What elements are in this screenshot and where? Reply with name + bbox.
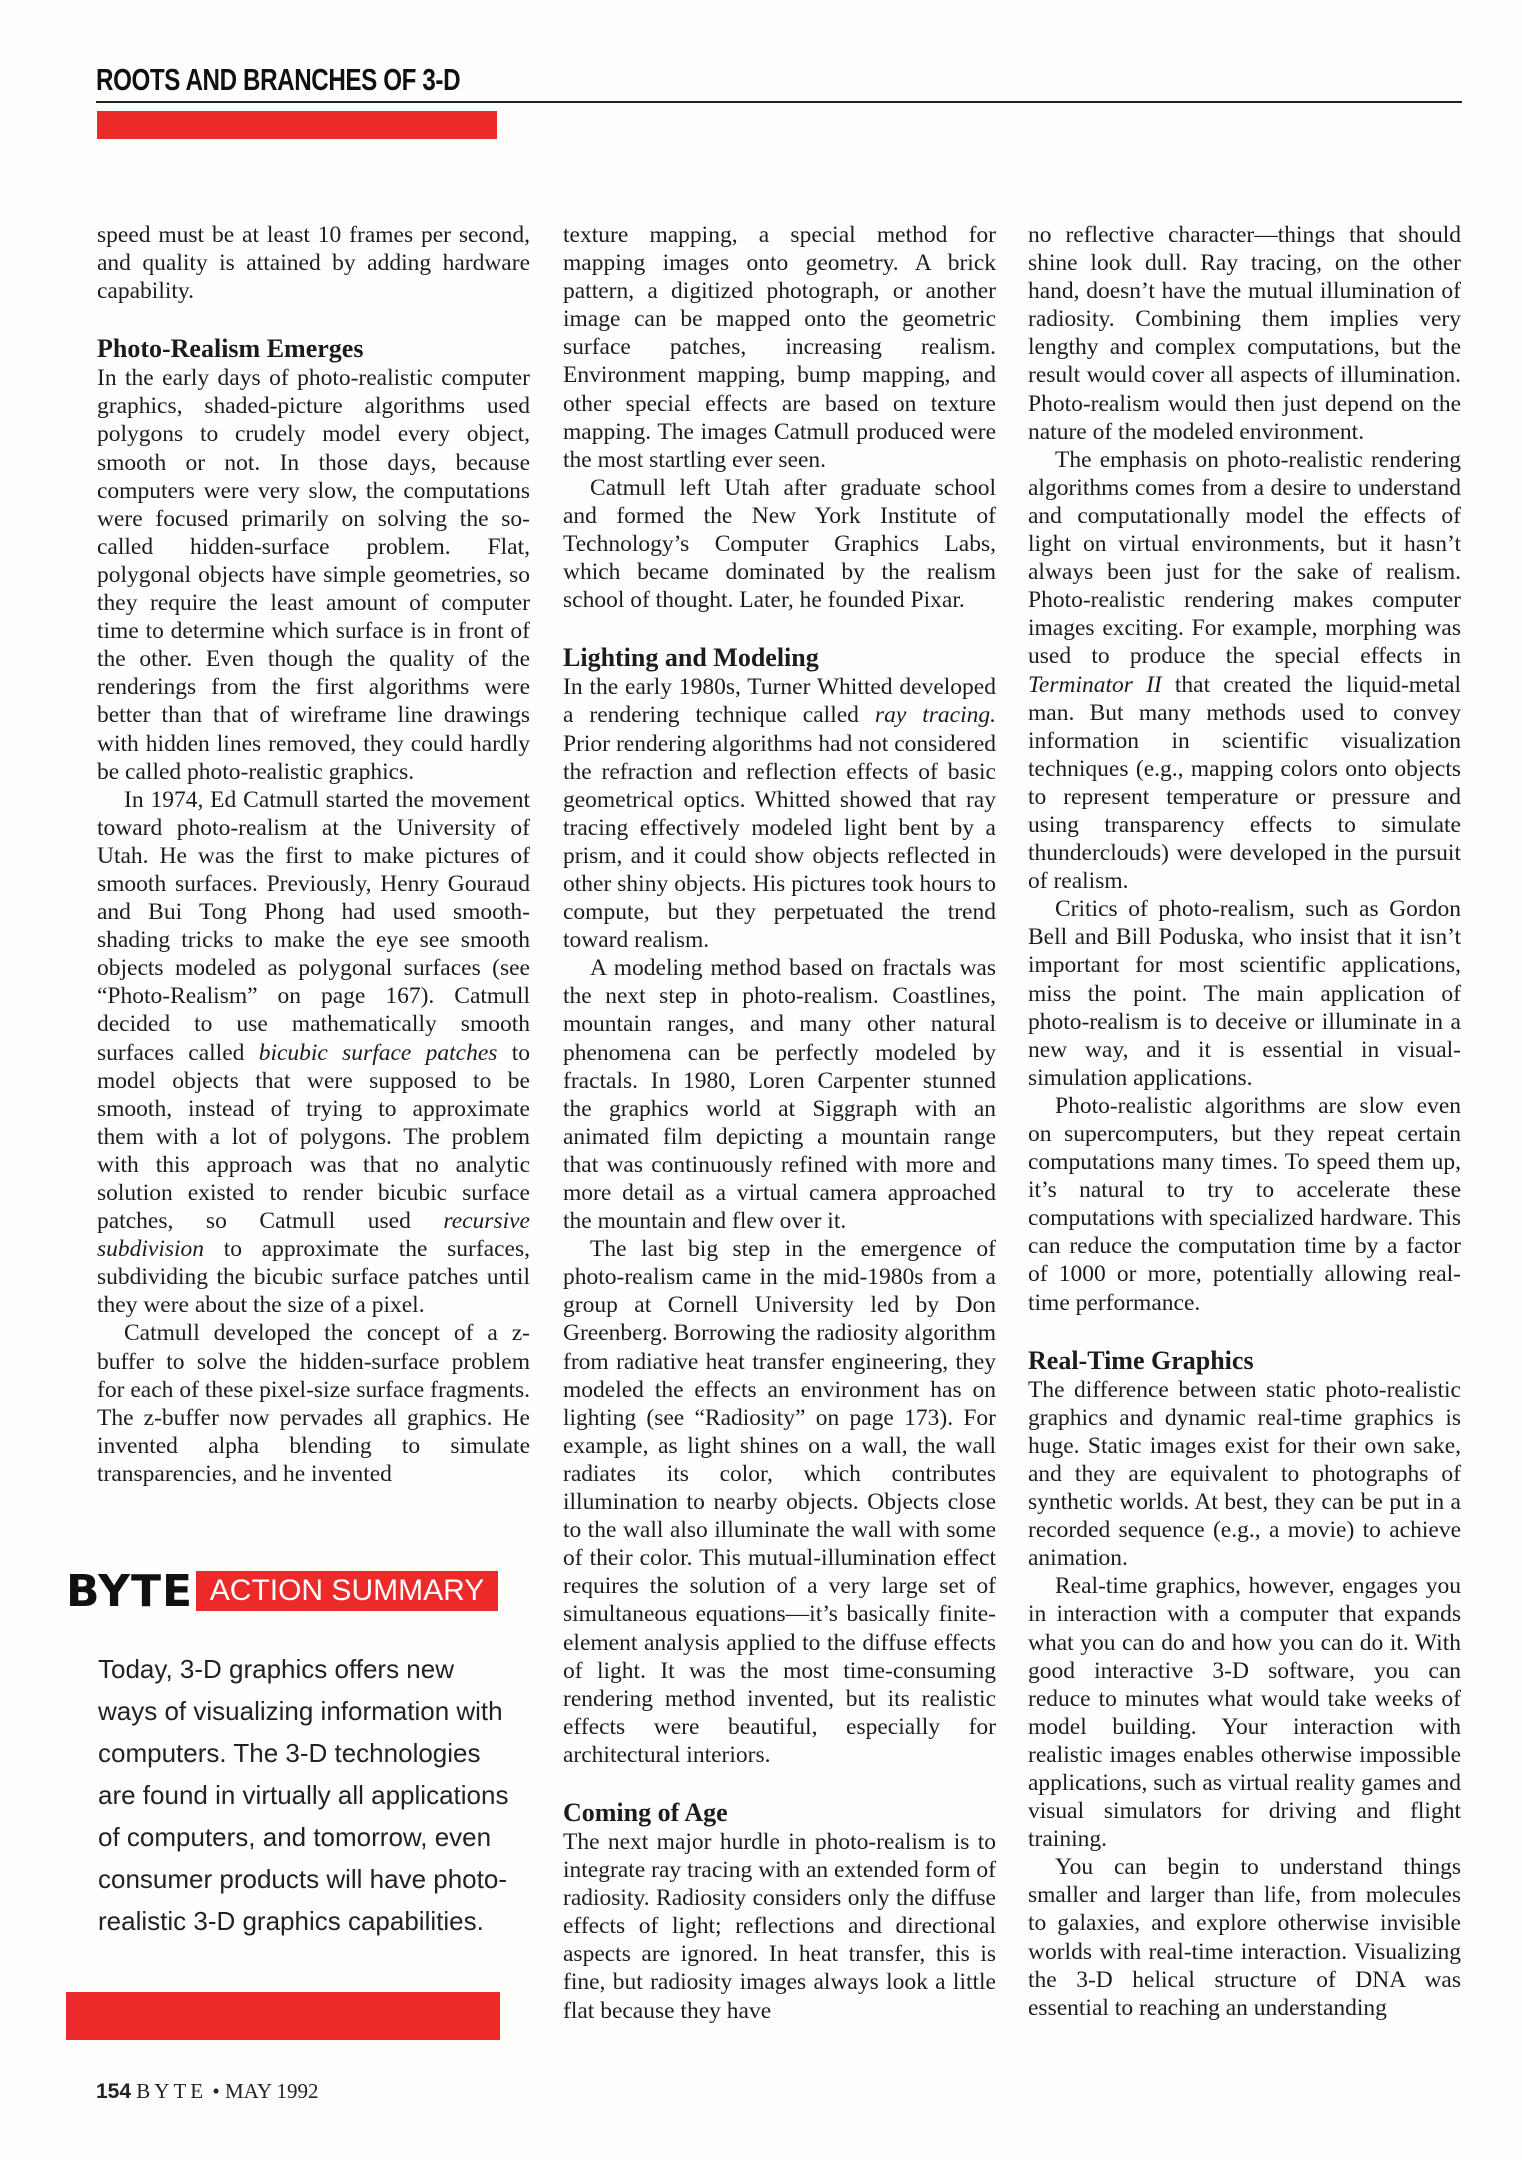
term-recursive-subdivision: recursive subdivision <box>97 1208 530 1263</box>
paragraph: In 1974, Ed Catmull started the movement toward photo-realism at the University of Utah. He was the first to make pictures of smooth surfaces. Previously, Henry Gouraud and Bui Tong Phong had used smooth-shading tricks to make the eye see smooth objects modeled as polygonal surfaces (see “Photo-Realism” on page 167). Catmull decided to use mathematically smooth surfaces called bicubic surface patches to model objects that were supposed to be smooth, instead of trying to approximate them with a lot of polygons. The problem with this approach was that no analytic solution existed to render bicubic surface patches, so Catmull used recursive subdivision to approximate the surfaces, subdividing the bicubic surface patches until they were about the size of a pixel. <box>97 786 530 1319</box>
paragraph: In the early 1980s, Turner Whitted developed a rendering technique called ray tracing. Prior rendering algorithms had not considered the refraction and reflection effects of basic geometrical optics. Whitted showed that ray tracing effectively modeled light bent by a prism, and it could show objects reflected in other shiny objects. His pictures took hours to compute, but they perpetuated the trend toward realism. <box>563 674 997 954</box>
paragraph: Real-time graphics, however, engages you in interaction with a computer that expands what you can do and how you can do it. With good interactive 3-D software, you can reduce to minutes what would take weeks of model building. Your interaction with realistic images enables otherwise impossible applications, such as virtual reality games and visual simulators for driving and flight training. <box>1028 1573 1461 1853</box>
column-2 <box>563 221 996 2025</box>
header-rule <box>96 101 1462 103</box>
action-summary-accent-bar <box>66 1992 500 2040</box>
paragraph: Critics of photo-realism, such as Gordon Bell and Bill Poduska, who insist that it isn’t important for most scientific applications, miss the point. The main application of photo-realism is to deceive or illuminate in a new way, and it is essential in visual-simulation applications. <box>1028 896 1461 1091</box>
term-ray-tracing: ray tracing. <box>874 702 997 729</box>
subhead-photo-realism-emerges: Photo-Realism Emerges <box>97 334 364 364</box>
term-bicubic-surface-patches: bicubic surface patches <box>258 1039 498 1066</box>
paragraph: The emphasis on photo-realistic rendering algorithms comes from a desire to understand and computationally model the effects of light on virtual environments, but it hasn’t always been just for the sake of realism. Photo-realistic rendering makes computer images exciting. For example, morphing was used to produce the special effects in Terminator II that created the liquid-metal man. But many methods used to convey information in scientific visualization techniques (e.g., mapping colors onto objects to represent temperature or pressure and using transparency effects to simulate thunderclouds) were developed in the pursuit of realism. <box>1028 446 1461 895</box>
byte-logo: BYTE <box>66 1566 194 1617</box>
paragraph: In the early days of photo-realistic computer graphics, shaded-picture algorithms used polygons to crudely model every object, smooth or not. In those days, because computers were very slow, the computations were focused primarily on solving the so-called hidden-surface problem. Flat, polygonal objects have simple geometries, so they require the least amount of computer time to determine which surface is in front of the other. Even though the quality of the renderings from the first algorithms were better than that of wireframe line drawings with hidden lines removed, they could hardly be called photo-realistic graphics. <box>97 365 530 785</box>
paragraph: A modeling method based on fractals was the next step in photo-realism. Coastlines, mountain ranges, and many other natural phenomena can be perfectly modeled by fractals. In 1980, Loren Carpenter stunned the graphics world at Siggraph with an animated film depicting a mountain range that was continuously refined with more and more detail as a virtual camera approached the mountain and flew over it. <box>563 955 996 1235</box>
paragraph: The difference between static photo-realistic graphics and dynamic real-time graphics is huge. Static images exist for their own sake, and they are equivalent to photographs of synthetic worlds. At best, they can be put in a recorded sequence (e.g., a movie) to achieve animation. <box>1028 1376 1461 1572</box>
paragraph: Catmull left Utah after graduate school and formed the New York Institute of Technology’s Computer Graphics Labs, which became dominated by the realism school of thought. Later, he founded Pixar. <box>563 474 996 614</box>
title-terminator-ii: Terminator II <box>1028 671 1162 698</box>
page-footer <box>96 2079 319 2104</box>
section-title: ROOTS AND BRANCHES OF 3-D <box>96 62 461 97</box>
subhead-coming-of-age: Coming of Age <box>563 1797 728 1827</box>
paragraph: no reflective character—things that should shine look dull. Ray tracing, on the other hand, doesn’t have the mutual illumination of radiosity. Combining them implies very lengthy and complex computations, but the result would cover all aspects of illumination. Photo-realism would then just depend on the nature of the modeled environment. <box>1028 222 1461 445</box>
paragraph: speed must be at least 10 frames per second, and quality is attained by adding hardware capability. <box>97 222 530 305</box>
paragraph: Catmull developed the concept of a z-buffer to solve the hidden-surface problem for each of these pixel-size surface fragments. The z-buffer now pervades all graphics. He invented alpha blending to simulate transparencies, and he invented <box>97 1320 530 1487</box>
column-3 <box>1028 221 1461 2022</box>
action-summary-text: Today, 3-D graphics offers new ways of visualizing information with computers. The 3-D technologies are found in virtually all applications of computers, and tomorrow, even consumer products will have photo-realistic 3-D graphics capabilities. <box>98 1654 509 1936</box>
footer-separator: • <box>212 2079 220 2103</box>
action-summary-label: ACTION SUMMARY <box>196 1571 498 1611</box>
paragraph: The last big step in the emergence of photo-realism came in the mid-1980s from a group at Cornell University led by Don Greenberg. Borrowing the radiosity algorithm from radiative heat transfer engineering, they modeled the effects an environment has on lighting (see “Radiosity” on page 173). For example, as light shines on a wall, the wall radiates its color, which contributes illumination to nearby objects. Objects close to the wall also illuminate the wall with some of their color. This mutual-illumination effect requires the solution of a very large set of simultaneous equations—it’s basically finite-element analysis applied to the diffuse effects of light. It was the most time-consuming rendering method invented, but its realistic effects were beautiful, especially for architectural interiors. <box>563 1236 996 1768</box>
subhead-lighting-and-modeling: Lighting and Modeling <box>563 643 819 673</box>
page-number: 154 <box>96 2080 132 2103</box>
paragraph: You can begin to understand things smaller and larger than life, from molecules to galaxies, and explore otherwise invisible worlds with real-time interaction. Visualizing the 3-D helical structure of DNA was essential to reaching an understanding <box>1028 1854 1461 2021</box>
paragraph: Photo-realistic algorithms are slow even on supercomputers, but they repeat certain computations many times. To speed them up, it’s natural to try to accelerate these computations with specialized hardware. This can reduce the computation time by a factor of 1000 or more, potentially allowing real-time performance. <box>1028 1092 1461 1316</box>
column-1 <box>97 221 530 1488</box>
magazine-name: BYTE <box>136 2079 208 2103</box>
paragraph: texture mapping, a special method for mapping images onto geometry. A brick pattern, a digitized photograph, or another image can be mapped onto the geometric surface patches, increasing realism. Environment mapping, bump mapping, and other special effects are based on texture mapping. The images Catmull produced were the most startling ever seen. <box>563 222 996 473</box>
issue-date: MAY 1992 <box>224 2079 319 2103</box>
subhead-real-time-graphics: Real-Time Graphics <box>1028 1345 1254 1375</box>
header-accent-bar <box>97 111 497 139</box>
paragraph: The next major hurdle in photo-realism is to integrate ray tracing with an extended form of radiosity. Radiosity considers only the diffuse effects of light; reflections and directional aspects are ignored. In heat transfer, this is fine, but radiosity images always look a little flat because they have <box>563 1828 996 2024</box>
